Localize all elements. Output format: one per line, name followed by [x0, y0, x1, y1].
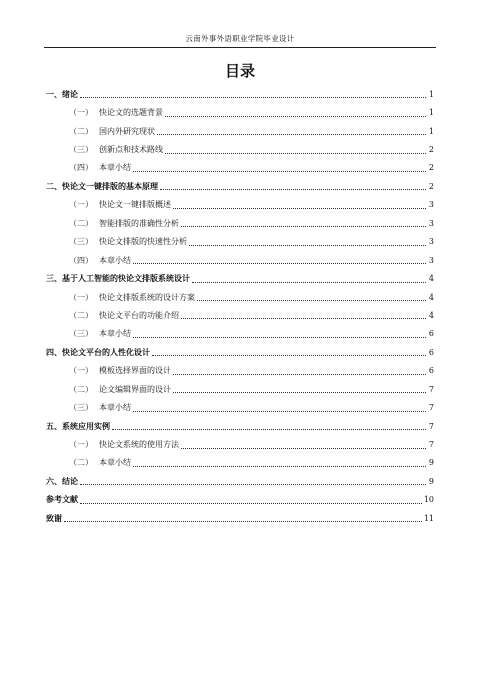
toc-entry-title: 参考文献: [46, 495, 78, 505]
page-header: 云南外事外语职业学院毕业设计: [44, 33, 436, 48]
toc-entry-page: 2: [428, 163, 434, 173]
toc-entry-title: 创新点和技术路线: [99, 145, 163, 155]
toc-entry[interactable]: [46, 509, 434, 527]
toc-entry[interactable]: [46, 269, 434, 287]
toc-entry-page: 11: [423, 513, 434, 523]
toc-entry-page: 7: [428, 421, 434, 431]
toc-entry-title: 本章小结: [99, 403, 131, 413]
toc-dot-leader: [181, 225, 426, 227]
toc-entry-number: （一）: [69, 200, 93, 210]
toc-entry-number: （一）: [69, 292, 93, 302]
toc-dot-leader: [133, 262, 426, 264]
toc-entry-title: 快论文一键排版的基本原理: [62, 181, 158, 191]
toc-entry-title: 论文编辑界面的设计: [99, 384, 171, 394]
toc-entry[interactable]: [46, 362, 434, 380]
toc-dot-leader: [181, 317, 426, 319]
toc-dot-leader: [133, 410, 426, 412]
toc-dot-leader: [173, 391, 426, 393]
toc-entry-page: 3: [428, 237, 434, 247]
toc-entry-page: 4: [428, 274, 434, 284]
toc-entry-number: 四、: [46, 347, 62, 357]
toc-entry[interactable]: [46, 435, 434, 453]
toc-dot-leader: [197, 299, 426, 301]
toc-dot-leader: [160, 188, 426, 190]
toc-dot-leader: [165, 115, 426, 117]
toc-entry-page: 2: [428, 181, 434, 191]
toc-entry-number: 一、: [46, 89, 62, 99]
toc-entry-page: 9: [428, 458, 434, 468]
toc-entry-number: （二）: [69, 218, 93, 228]
toc-entry-number: 三、: [46, 274, 62, 284]
toc-entry-number: 五、: [46, 421, 62, 431]
toc-entry-title: 绪论: [62, 89, 78, 99]
toc-entry[interactable]: [46, 214, 434, 232]
toc-entry-title: 快论文一键排版概述: [99, 200, 171, 210]
toc-dot-leader: [80, 96, 426, 98]
page-title: 目录: [224, 62, 255, 80]
toc-entry-number: （三）: [69, 145, 93, 155]
toc-entry[interactable]: [46, 325, 434, 343]
toc-entry-number: （三）: [69, 329, 93, 339]
toc-entry[interactable]: [46, 454, 434, 472]
toc-entry[interactable]: [46, 177, 434, 195]
toc-dot-leader: [157, 133, 426, 135]
toc-entry-number: （一）: [69, 366, 93, 376]
toc-entry-number: 六、: [46, 476, 62, 486]
toc-entry-number: 二、: [46, 181, 62, 191]
toc-entry[interactable]: [46, 398, 434, 416]
toc-entry-title: 快论文排版的快速性分析: [99, 237, 187, 247]
toc-dot-leader: [189, 244, 426, 246]
toc-entry-title: 基于人工智能的快论文排版系统设计: [62, 274, 190, 284]
toc-entry[interactable]: [46, 491, 434, 509]
toc-entry-page: 7: [428, 440, 434, 450]
toc-entry[interactable]: [46, 233, 434, 251]
toc-entry-title: 快论文平台的功能介绍: [99, 310, 179, 320]
toc-dot-leader: [133, 170, 426, 172]
toc-entry-page: 6: [428, 366, 434, 376]
toc-entry-page: 1: [428, 89, 434, 99]
toc-entry-title: 系统应用实例: [62, 421, 110, 431]
toc-entry-title: 快论文排版系统的设计方案: [99, 292, 195, 302]
toc-dot-leader: [152, 354, 426, 356]
toc-entry[interactable]: [46, 196, 434, 214]
toc-entry-title: 模板选择界面的设计: [99, 366, 171, 376]
toc-entry-number: （二）: [69, 384, 93, 394]
toc-entry-page: 6: [428, 329, 434, 339]
toc-dot-leader: [80, 483, 426, 485]
toc-dot-leader: [80, 502, 422, 504]
toc-entry-page: 10: [423, 495, 434, 505]
toc-entry-number: （二）: [69, 310, 93, 320]
toc-entry-title: 致谢: [46, 513, 62, 523]
table-of-contents: [46, 85, 434, 528]
toc-entry-title: 本章小结: [99, 458, 131, 468]
toc-dot-leader: [112, 428, 426, 430]
toc-entry-title: 快论文平台的人性化设计: [62, 347, 150, 357]
toc-entry-page: 4: [428, 292, 434, 302]
toc-entry-number: （三）: [69, 237, 93, 247]
toc-entry[interactable]: [46, 306, 434, 324]
toc-entry-page: 2: [428, 145, 434, 155]
toc-entry-title: 本章小结: [99, 163, 131, 173]
toc-entry[interactable]: [46, 122, 434, 140]
toc-entry[interactable]: [46, 472, 434, 490]
toc-entry-page: 9: [428, 476, 434, 486]
toc-entry[interactable]: [46, 103, 434, 121]
toc-entry[interactable]: [46, 380, 434, 398]
toc-dot-leader: [181, 447, 426, 449]
toc-entry-page: 3: [428, 200, 434, 210]
toc-dot-leader: [133, 465, 426, 467]
toc-entry-number: （四）: [69, 163, 93, 173]
toc-entry-title: 本章小结: [99, 329, 131, 339]
toc-entry-page: 1: [428, 108, 434, 118]
toc-entry-number: （一）: [69, 108, 93, 118]
toc-entry-page: 4: [428, 310, 434, 320]
toc-dot-leader: [165, 152, 426, 154]
toc-entry-page: 7: [428, 403, 434, 413]
toc-entry[interactable]: [46, 85, 434, 103]
toc-entry-title: 本章小结: [99, 255, 131, 265]
toc-dot-leader: [173, 207, 426, 209]
toc-entry-number: （四）: [69, 255, 93, 265]
toc-entry-page: 1: [428, 126, 434, 136]
toc-entry-number: （三）: [69, 403, 93, 413]
toc-entry-title: 国内外研究现状: [99, 126, 155, 136]
toc-dot-leader: [64, 520, 422, 522]
toc-dot-leader: [192, 281, 426, 283]
toc-entry[interactable]: [46, 251, 434, 269]
toc-entry-page: 7: [428, 384, 434, 394]
toc-entry[interactable]: [46, 417, 434, 435]
toc-entry-title: 快论文系统的使用方法: [99, 440, 179, 450]
toc-entry[interactable]: [46, 140, 434, 158]
toc-entry-number: （一）: [69, 440, 93, 450]
toc-entry-page: 6: [428, 347, 434, 357]
toc-dot-leader: [133, 336, 426, 338]
toc-entry[interactable]: [46, 159, 434, 177]
toc-entry-number: （二）: [69, 126, 93, 136]
toc-entry-title: 快论文的选题背景: [99, 108, 163, 118]
toc-entry-title: 结论: [62, 476, 78, 486]
toc-entry-page: 3: [428, 218, 434, 228]
toc-entry-number: （二）: [69, 458, 93, 468]
toc-dot-leader: [173, 373, 426, 375]
toc-entry[interactable]: [46, 288, 434, 306]
toc-entry-page: 3: [428, 255, 434, 265]
toc-entry-title: 智能排版的准确性分析: [99, 218, 179, 228]
toc-entry[interactable]: [46, 343, 434, 361]
